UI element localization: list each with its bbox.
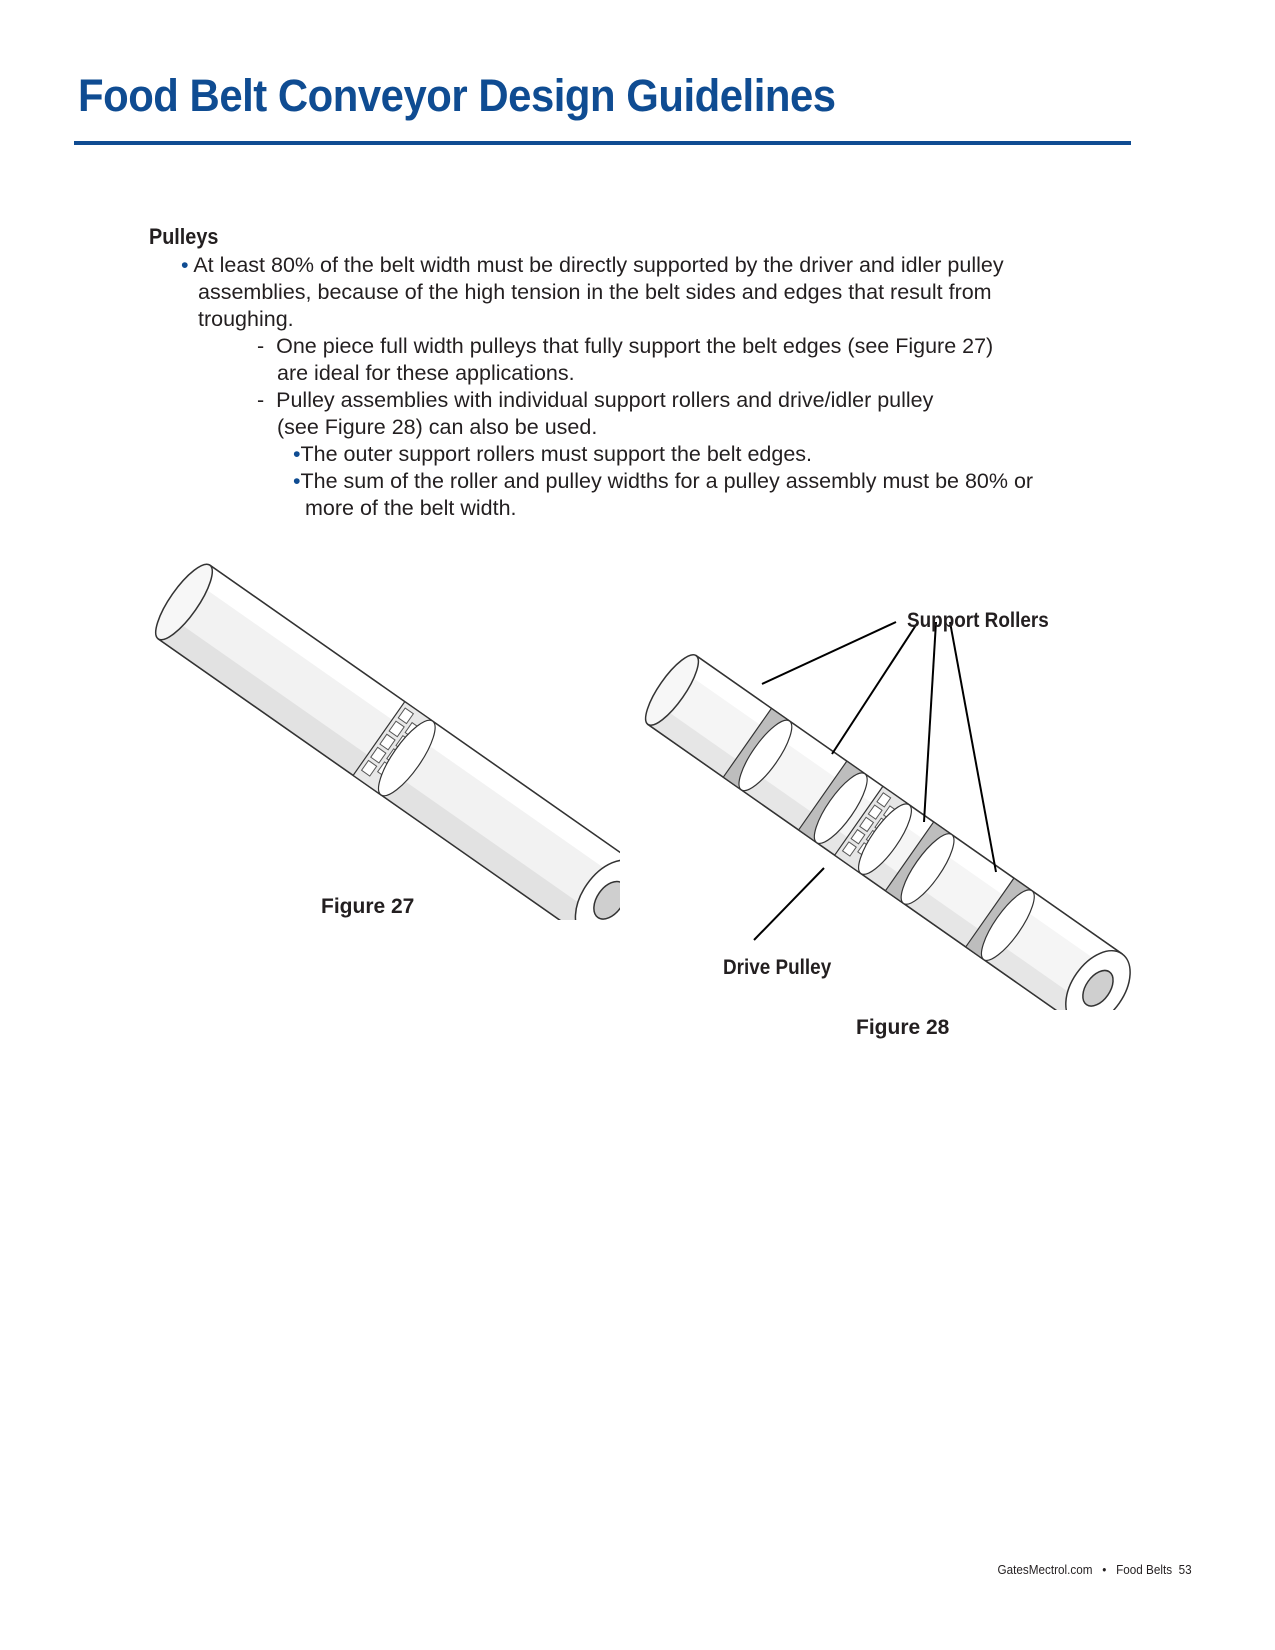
sub-sub-item-1-line-1 xyxy=(293,441,812,468)
bullet-1-line-2: assemblies, because of the high tension in the belt sides and edges that result from xyxy=(198,280,992,304)
sub-item-1-text-1: One piece full width pulleys that fully support the belt edges (see Figure 27) xyxy=(276,334,994,358)
sub-item-2-line-1 xyxy=(257,387,933,414)
callout-support-rollers: Support Rollers xyxy=(907,609,1049,632)
page-number: 53 xyxy=(1178,1562,1192,1577)
bullet-1-text-1: At least 80% of the belt width must be directly supported by the driver and idler pulley xyxy=(193,253,1004,277)
sub-sub-item-2-line-2: more of the belt width. xyxy=(305,496,517,520)
page-title: Food Belt Conveyor Design Guidelines xyxy=(78,70,836,121)
sub-sub-item-1-text-1: The outer support rollers must support the belt edges. xyxy=(300,442,813,466)
pulley-assembly xyxy=(640,648,1140,1010)
dash-glyph: - xyxy=(257,334,265,358)
sub-sub-item-2-line-1 xyxy=(293,468,1033,495)
sub-item-1-line-2: are ideal for these applications. xyxy=(277,361,575,385)
bullet-glyph: • xyxy=(181,253,189,277)
figure-28-illustration xyxy=(640,590,1140,1010)
bullet-1-line-1 xyxy=(181,252,1004,279)
section-heading: Pulleys xyxy=(149,224,219,249)
footer-site: GatesMectrol.com xyxy=(997,1562,1093,1577)
bullet-glyph: • xyxy=(293,442,301,466)
page-footer xyxy=(998,1562,1192,1577)
pulley-body xyxy=(147,560,620,920)
figure-28-caption: Figure 28 xyxy=(856,1016,950,1039)
dash-glyph: - xyxy=(257,388,265,412)
bullet-1-line-3: troughing. xyxy=(198,307,294,331)
footer-section: Food Belts xyxy=(1116,1562,1173,1577)
figure-27-caption: Figure 27 xyxy=(321,895,415,918)
sub-sub-item-2-text-1: The sum of the roller and pulley widths for a pulley assembly must be 80% or xyxy=(300,469,1034,493)
title-rule xyxy=(74,141,1131,145)
footer-separator: • xyxy=(1102,1562,1107,1577)
sub-item-2-line-2: (see Figure 28) can also be used. xyxy=(277,415,598,439)
sub-item-1-line-1 xyxy=(257,333,993,360)
sub-item-2-text-1: Pulley assemblies with individual support rollers and drive/idler pulley xyxy=(276,388,934,412)
bullet-glyph: • xyxy=(293,469,301,493)
callout-drive-pulley: Drive Pulley xyxy=(723,956,832,979)
figure-27-illustration xyxy=(130,560,620,920)
